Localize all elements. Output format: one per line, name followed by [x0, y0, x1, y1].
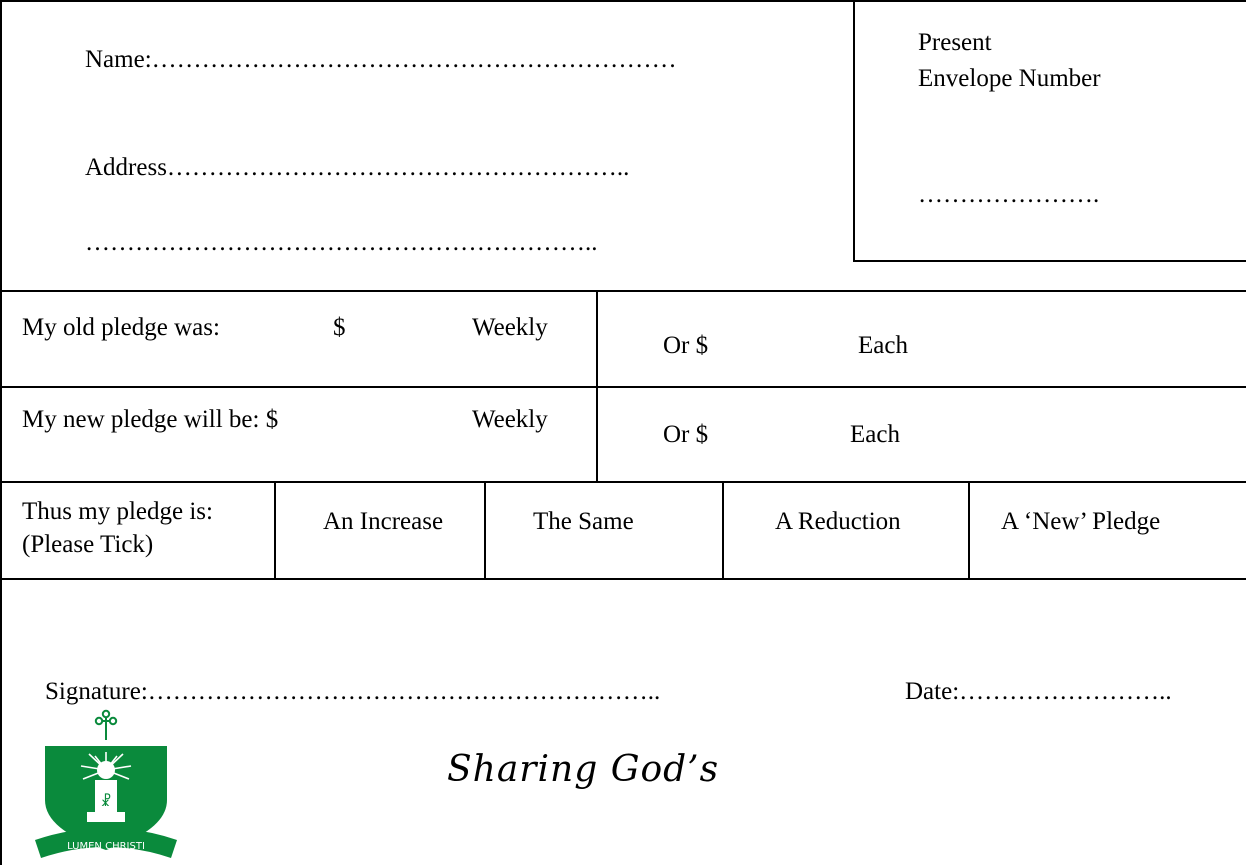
divider-status-1	[274, 481, 276, 578]
date-field[interactable]: Date:……………………..	[905, 678, 1172, 705]
option-same[interactable]: The Same	[533, 508, 634, 535]
old-pledge-dollar[interactable]: $	[333, 314, 346, 341]
divider-pledge-amounts	[596, 290, 598, 481]
address-field[interactable]: Address………………………………………………..	[85, 154, 630, 181]
envelope-title-line-1: Present	[918, 29, 992, 56]
name-field[interactable]: Name:………………………………………………………	[85, 46, 677, 73]
new-pledge-label[interactable]: My new pledge will be: $	[22, 406, 279, 433]
envelope-title-line-2: Envelope Number	[918, 65, 1101, 92]
divider-status-4	[968, 481, 970, 578]
new-pledge-or[interactable]: Or $	[663, 421, 709, 448]
new-pledge-each: Each	[850, 421, 900, 448]
divider-header	[0, 290, 1246, 292]
new-pledge-weekly: Weekly	[472, 406, 548, 433]
option-new-pledge[interactable]: A ‘New’ Pledge	[1001, 508, 1161, 535]
parish-crest-logo	[33, 708, 179, 865]
crest-motto: LUMEN CHRISTI	[67, 841, 145, 852]
left-border	[0, 0, 2, 865]
envelope-box-bottom-border	[853, 260, 1246, 262]
old-pledge-weekly: Weekly	[472, 314, 548, 341]
status-label-line-2: (Please Tick)	[22, 531, 154, 558]
cross-icon	[96, 711, 116, 740]
envelope-number-field[interactable]: ………………….	[918, 181, 1100, 208]
envelope-box-left-border	[853, 0, 855, 262]
top-border	[0, 0, 1246, 2]
old-pledge-each: Each	[858, 332, 908, 359]
old-pledge-or[interactable]: Or $	[663, 332, 709, 359]
status-label-line-1: Thus my pledge is:	[22, 498, 213, 525]
divider-status	[0, 578, 1246, 580]
signature-field[interactable]: Signature:……………………………………………………..	[45, 678, 661, 705]
option-increase[interactable]: An Increase	[323, 508, 444, 535]
option-reduction[interactable]: A Reduction	[775, 508, 901, 535]
svg-text:☧: ☧	[100, 794, 112, 810]
divider-new-pledge	[0, 481, 1246, 483]
divider-status-2	[484, 481, 486, 578]
divider-old-pledge	[0, 386, 1246, 388]
divider-status-3	[722, 481, 724, 578]
tagline: Sharing God’s	[447, 749, 720, 790]
address-line-2[interactable]: ……………………………………………………..	[85, 229, 598, 256]
old-pledge-label: My old pledge was:	[22, 314, 220, 341]
